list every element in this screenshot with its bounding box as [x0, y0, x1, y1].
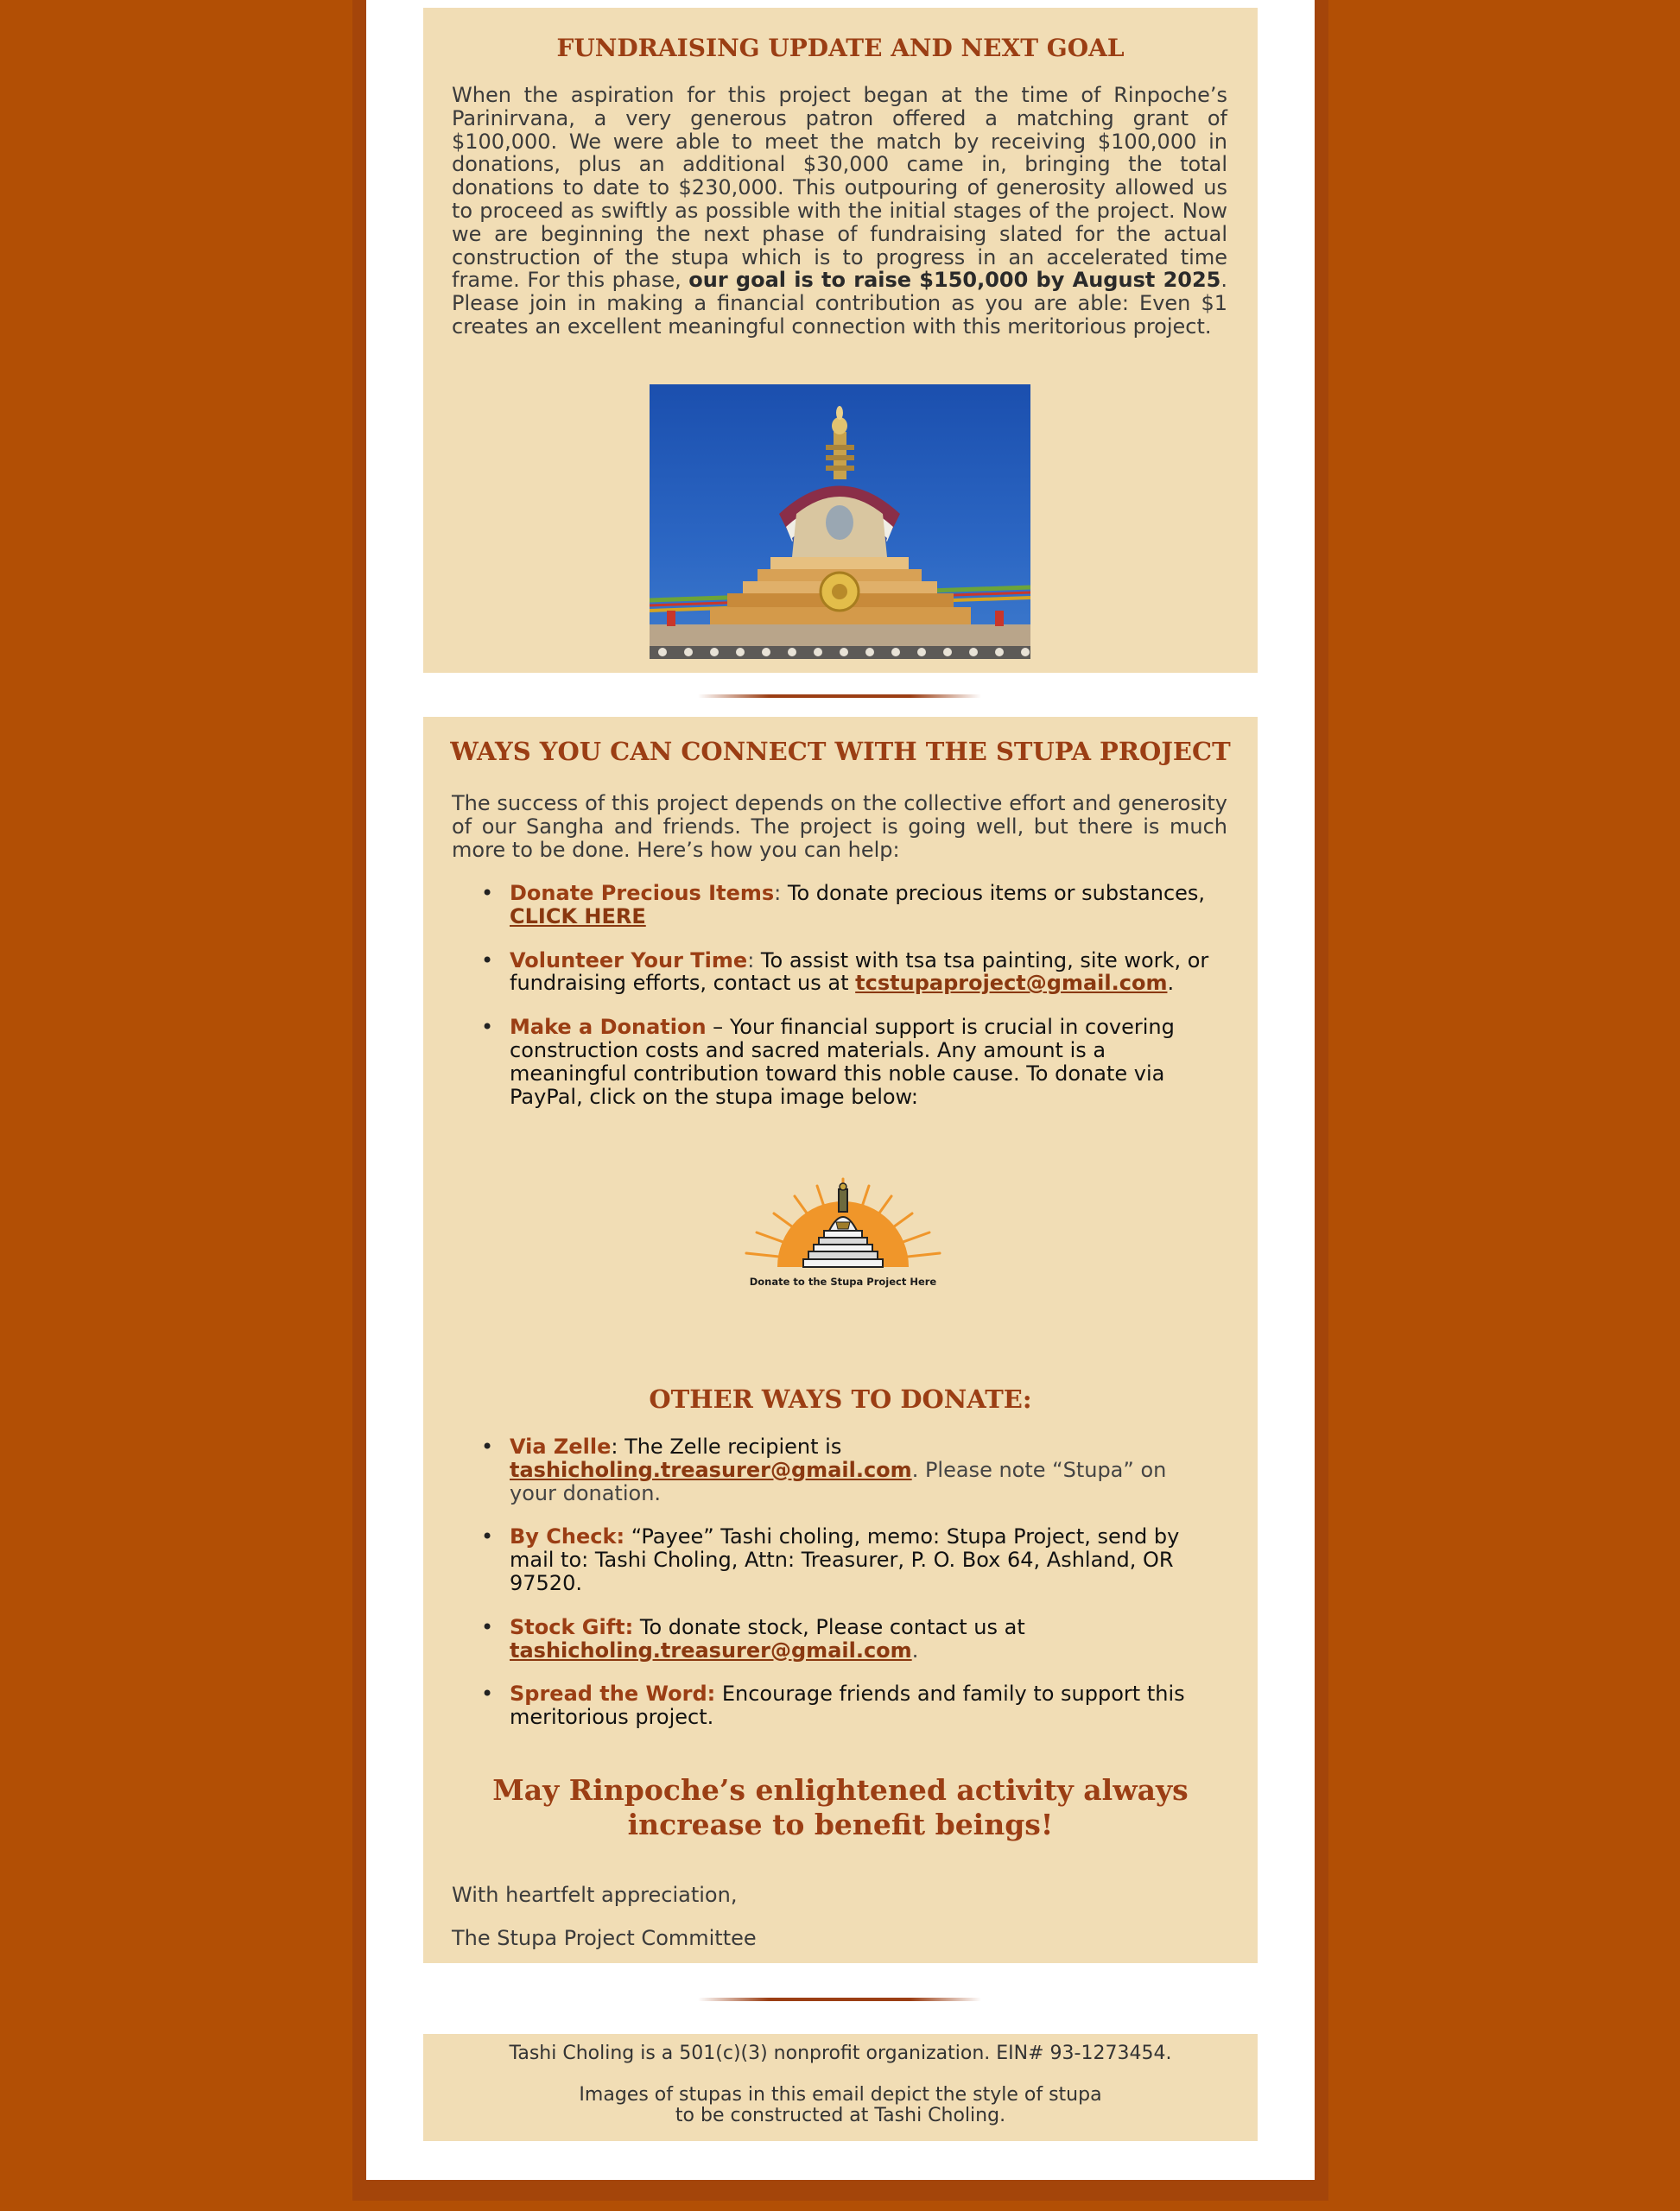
bullet: • [481, 947, 494, 972]
fundraising-panel [423, 8, 1258, 673]
donate-logo-caption: Donate to the Stupa Project Here [749, 1276, 937, 1288]
signature-text: The Stupa Project Committee [452, 1926, 757, 1950]
treasurer-email-link[interactable]: tashicholing.treasurer@gmail.com [510, 1457, 912, 1482]
item-separator: : [611, 1435, 625, 1459]
item-text: To donate stock, Please contact us at [633, 1614, 1025, 1639]
connect-intro: The success of this project depends on the collective effort and generosity of our Sangha and friends. The project is going well, but there is much more to be done. Here’s how you can help: [452, 791, 1227, 862]
item-text: To donate precious items or substances, [787, 881, 1206, 905]
list-item-donate-items [481, 881, 1218, 928]
footer-image-notice-line2: to be constructed at Tashi Choling. [675, 2105, 1006, 2126]
item-label: Donate Precious Items [510, 881, 775, 905]
list-item-volunteer [481, 947, 1218, 996]
item-text: “Payee” Tashi choling, memo: Stupa Project, send by mail to: Tashi Choling, Attn: Treasurer, P. O. Box 64, Ashland, OR 97520. [510, 1524, 1180, 1595]
item-separator: : [747, 947, 761, 972]
fundraising-goal: our goal is to raise $150,000 by August 2025 [688, 268, 1221, 293]
bullet: • [481, 1682, 494, 1707]
connect-list [481, 881, 1218, 1129]
item-label: Make a Donation [510, 1015, 707, 1040]
bullet: • [481, 1015, 494, 1040]
other-ways-list [481, 1435, 1218, 1750]
stupa-photo-graphic [650, 384, 1030, 659]
item-text: Encourage friends and family to support this meritorious project. [510, 1682, 1185, 1730]
fundraising-title: FUNDRAISING UPDATE AND NEXT GOAL [556, 34, 1125, 62]
list-item-spread-word [481, 1682, 1218, 1730]
item-label: Volunteer Your Time [510, 947, 748, 972]
list-item-stock-gift [481, 1614, 1218, 1663]
list-item-zelle [481, 1435, 1218, 1505]
item-text-after: . Please note “Stupa” on your donation. [510, 1457, 1167, 1505]
item-text: Your financial support is crucial in covering construction costs and sacred materials. Any amount is a meaningful contribution toward this noble cause. To donate via PayPal, click on the stupa image below: [510, 1015, 1175, 1109]
bullet: • [481, 1614, 494, 1639]
item-separator: – [706, 1015, 730, 1040]
donate-stupa-button[interactable] [743, 1177, 943, 1289]
stupa-photo [650, 384, 1030, 659]
connect-title: WAYS YOU CAN CONNECT WITH THE STUPA PROJECT [450, 737, 1231, 766]
item-text-after: . [911, 1638, 919, 1663]
bullet: • [481, 1435, 494, 1459]
blessing-heading: May Rinpoche’s enlightened activity always increase to benefit beings! [492, 1773, 1189, 1841]
other-ways-title: OTHER WAYS TO DONATE: [649, 1384, 1032, 1414]
stupa-sun-logo [743, 1177, 943, 1277]
item-text: The Zelle recipient is [624, 1435, 842, 1459]
footer-nonprofit-notice: Tashi Choling is a 501(c)(3) nonprofit organization. EIN# 93-1273454. [509, 2043, 1172, 2064]
bullet: • [481, 881, 494, 905]
item-text: To assist with tsa tsa painting, site work, or fundraising efforts, contact us at [510, 947, 1209, 996]
item-label: Spread the Word: [510, 1682, 716, 1707]
fundraising-body [452, 84, 1227, 339]
section-divider [698, 694, 981, 698]
treasurer-email-link[interactable]: tashicholing.treasurer@gmail.com [510, 1638, 912, 1663]
bullet: • [481, 1524, 494, 1549]
section-divider [698, 1998, 981, 2001]
list-item-check [481, 1524, 1218, 1595]
fundraising-body-text-2: . Please join in making a financial contribution as you are able: Even $1 creates an excellent meaningful connection with this meritorious project. [452, 268, 1228, 339]
footer-image-notice-line1: Images of stupas in this email depict the style of stupa [579, 2084, 1102, 2106]
item-text-after: . [1167, 971, 1175, 996]
fundraising-body-text-1: When the aspiration for this project began at the time of Rinpoche’s Parinirvana, a very generous patron offered a matching grant of $100,000. We were able to meet the match by receiving $100,000 in donations, plus an additional $30,000 came in, bringing the total donations to date to $230,000. This outpouring of generosity allowed us to proceed as swiftly as possible with the initial stages of the project. Now we are beginning the next phase of fundraising slated for the actual construction of the stupa which is to progress in an accelerated time frame. For this phase, [452, 83, 1227, 293]
item-label: By Check: [510, 1524, 625, 1549]
list-item-make-donation [481, 1015, 1218, 1109]
closing-text: With heartfelt appreciation, [452, 1883, 738, 1907]
footer-panel [423, 2034, 1258, 2141]
item-label: Via Zelle [510, 1435, 612, 1459]
click-here-link[interactable]: CLICK HERE [510, 903, 646, 928]
stupa-project-email-link[interactable]: tcstupaproject@gmail.com [855, 971, 1168, 996]
item-label: Stock Gift: [510, 1614, 634, 1639]
item-separator: : [774, 881, 788, 905]
connect-panel [423, 717, 1258, 1963]
